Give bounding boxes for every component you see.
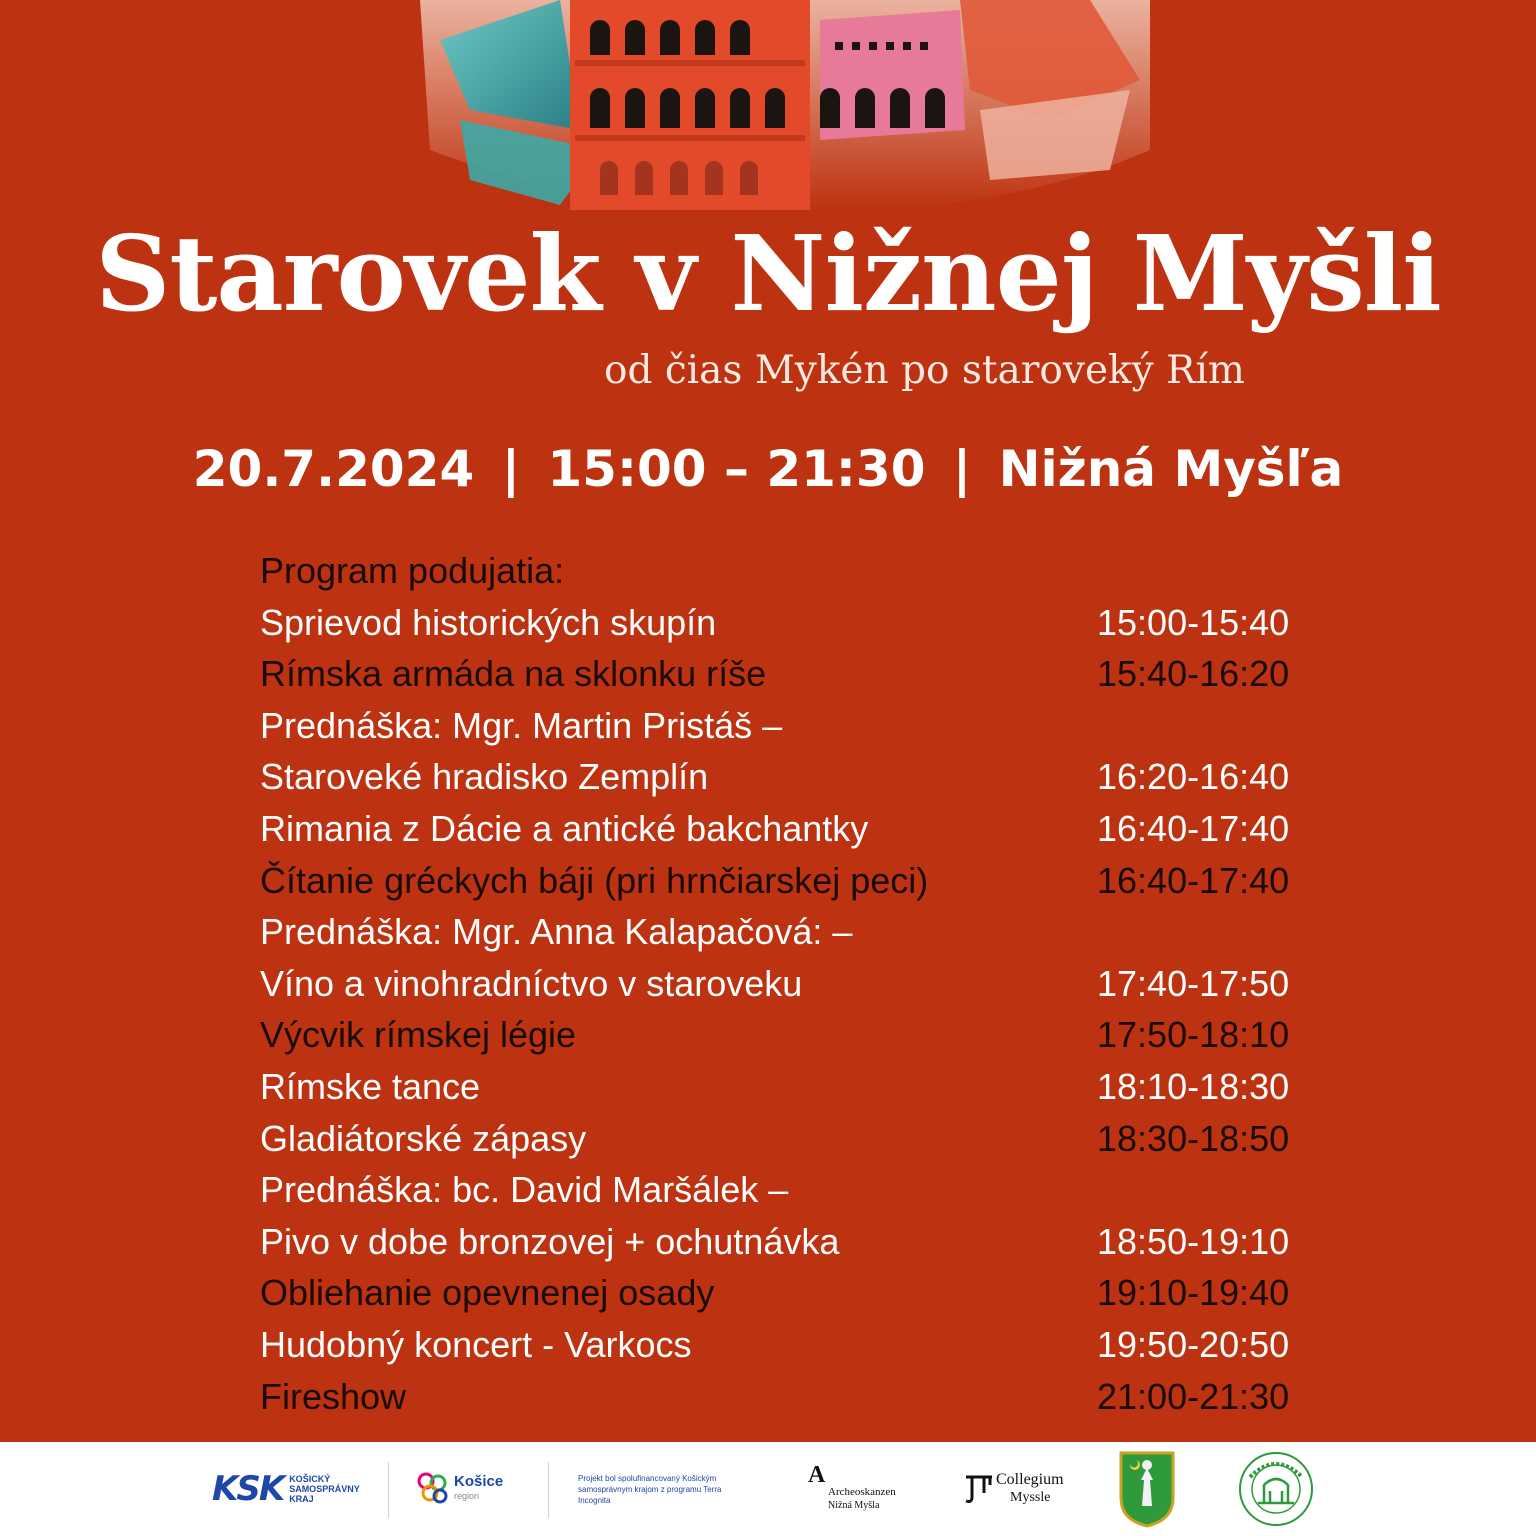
kosice-name: Košice: [454, 1473, 504, 1490]
collegium-mark-icon: [962, 1471, 996, 1507]
coat-of-arms: [1118, 1442, 1176, 1536]
program-item: [260, 1267, 1340, 1319]
program-item-time: 15:00-15:40: [1097, 601, 1290, 643]
program-item-time: 16:40-17:40: [1097, 807, 1290, 849]
program-item: [260, 1009, 1340, 1061]
program-item-name: Gladiátorské zápasy: [260, 1117, 587, 1159]
program-item: [260, 1061, 1340, 1113]
program-item-name: Fireshow: [260, 1375, 407, 1417]
kosice-region-logo: [414, 1442, 503, 1536]
program-item-name: Výcvik rímskej légie: [260, 1014, 577, 1056]
ksk-logo: [212, 1442, 360, 1536]
event-place: Nižná Myšľa: [998, 440, 1344, 498]
archeoskanzen-mark: A: [808, 1462, 826, 1488]
program-item-name: Prednáška: bc. David Maršálek –: [260, 1169, 789, 1211]
program-item-name: Sprievod historických skupín: [260, 601, 717, 643]
program-list: [260, 597, 1340, 1423]
program-item-name: Víno a vinohradníctvo v staroveku: [260, 962, 803, 1004]
separator: |: [952, 440, 972, 498]
program-item-time: 15:40-16:20: [1097, 653, 1290, 695]
collegium-place: Myssle: [1010, 1490, 1051, 1505]
program-item-time: 16:20-16:40: [1097, 756, 1290, 798]
program-item: [260, 855, 1340, 907]
coat-of-arms-icon: [1118, 1450, 1176, 1528]
program-item-time: 18:10-18:30: [1097, 1065, 1290, 1107]
program-item-name: Obliehanie opevnenej osady: [260, 1272, 715, 1314]
program-item: [260, 751, 1340, 803]
archaeological-institute-seal-icon: [1236, 1449, 1316, 1529]
program-item-time: 19:10-19:40: [1097, 1272, 1290, 1314]
program-schedule: [260, 545, 1340, 1422]
program-item-name: Čítanie gréckych báji (pri hrnčiarskej peci): [260, 859, 929, 901]
program-item-time: 18:30-18:50: [1097, 1117, 1290, 1159]
program-item: [260, 906, 1340, 958]
program-item: [260, 803, 1340, 855]
program-item-time: 18:50-19:10: [1097, 1220, 1290, 1262]
program-item: [260, 1113, 1340, 1165]
event-date: 20.7.2024: [192, 440, 475, 498]
ksk-logo-text: KOŠICKÝ SAMOSPRÁVNY KRAJ: [289, 1474, 360, 1504]
program-item-name: Rímska armáda na sklonku ríše: [260, 653, 767, 695]
program-item: [260, 1371, 1340, 1423]
program-item-name: Rimania z Dácie a antické bakchantky: [260, 807, 869, 849]
archaeological-institute-seal: [1236, 1442, 1316, 1536]
event-date-line: [0, 440, 1536, 498]
program-item: [260, 1216, 1340, 1268]
program-item-time: 19:50-20:50: [1097, 1323, 1290, 1365]
event-subtitle: od čias Mykén po staroveký Rím: [604, 348, 1245, 393]
divider: [548, 1462, 549, 1518]
collegium-name: Collegium: [996, 1471, 1064, 1488]
program-item-name: Prednáška: Mgr. Martin Pristáš –: [260, 704, 783, 746]
program-item-time: 16:40-17:40: [1097, 859, 1290, 901]
program-item: [260, 648, 1340, 700]
event-time: 15:00 – 21:30: [547, 440, 926, 498]
header-illustration: [0, 0, 1536, 220]
program-item: [260, 700, 1340, 752]
program-item: [260, 1319, 1340, 1371]
collegium-logo: [962, 1442, 1064, 1536]
archeoskanzen-logo: [808, 1442, 896, 1536]
kosice-sub: region: [454, 1491, 480, 1501]
ksk-logo-mark: KSK: [212, 1469, 284, 1509]
separator: |: [501, 440, 520, 498]
program-heading: Program podujatia:: [260, 550, 565, 591]
program-item-name: Pivo v dobe bronzovej + ochutnávka: [260, 1220, 840, 1262]
project-note-text: Projekt bol spolufinancovaný Košickým samosprávnym krajom z programu Terra Incognita: [578, 1473, 722, 1505]
program-item-name: Rímske tance: [260, 1065, 481, 1107]
event-title: Starovek v Nižnej Myšli: [95, 212, 1441, 335]
program-item-name: Hudobný koncert - Varkocs: [260, 1323, 692, 1365]
sponsor-footer: [0, 1442, 1536, 1536]
archeoskanzen-place: Nižná Myšla: [828, 1500, 880, 1511]
program-item-name: Prednáška: Mgr. Anna Kalapačová: –: [260, 911, 853, 953]
kosice-flower-icon: [414, 1469, 450, 1509]
program-item-name: Staroveké hradisko Zemplín: [260, 756, 709, 798]
project-note: [578, 1442, 748, 1536]
program-item: [260, 1164, 1340, 1216]
program-item-time: 21:00-21:30: [1097, 1375, 1290, 1417]
program-item: [260, 958, 1340, 1010]
program-item: [260, 597, 1340, 649]
archeoskanzen-name: Archeoskanzen: [828, 1486, 896, 1498]
divider: [388, 1462, 389, 1518]
program-item-time: 17:40-17:50: [1097, 962, 1290, 1004]
program-item-time: 17:50-18:10: [1097, 1014, 1290, 1056]
